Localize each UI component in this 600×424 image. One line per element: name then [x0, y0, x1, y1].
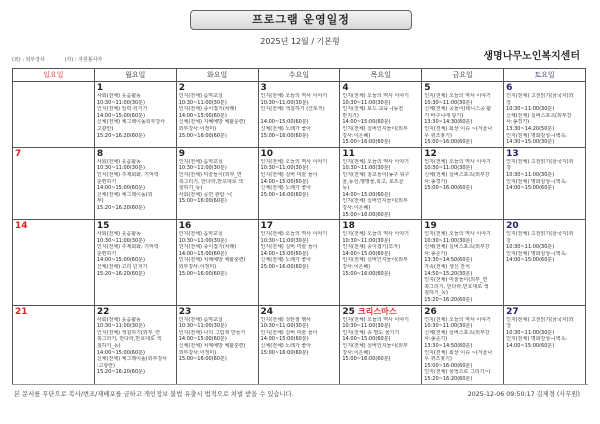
program-line: 14:00~15:00(60분): [178, 336, 227, 343]
program-line: 14:00~15:00(60분): [342, 336, 391, 343]
program-line: 부): [96, 198, 104, 205]
day-number: 18: [342, 221, 355, 232]
program-line: 신체(전체) 고리 던지기: [96, 264, 148, 271]
program-line: 신체(전체) 체그레이돌(외: [96, 191, 153, 198]
calendar-week-row: [13, 305, 586, 384]
calendar-day-cell: [13, 305, 95, 384]
calendar-day-cell: [94, 305, 176, 384]
program-line: 14:30~15:00(30분): [506, 139, 555, 146]
program-line: 인지(전체) 회상 이슈 ~(겨울나: [424, 349, 493, 356]
program-line: 인지(전체) 미술놀이(외부_연: [178, 171, 242, 178]
program-line: 무 퀴즈찾기): [424, 356, 452, 363]
day-number: 24: [260, 306, 274, 317]
program-line: 인지(전체) 실버인지놀이(외부: [342, 198, 408, 205]
calendar-day-cell: [422, 147, 504, 219]
program-line: 15:00~16:00(60분): [342, 139, 391, 146]
program-line: 15:00~16:00(60분): [178, 270, 227, 277]
program-line: 15:00~16:00(60분): [178, 356, 227, 363]
program-line: 인지(전체) 오늘의 역사 이야기: [342, 93, 410, 99]
program-line: 14:00~15:00(60분): [342, 250, 391, 257]
program-line: 인지(전체) 오늘의 역사 이야기: [260, 158, 328, 165]
program-line: 신체(전체) 노래가 좋아: [260, 185, 312, 192]
day-number: 21: [15, 306, 28, 317]
program-line: 10:30~11:00(30분): [424, 165, 473, 172]
program-line: 인지(전체) 미술놀이(외부_연: [424, 277, 488, 284]
program-line: 인지(전체) 음악교실: [178, 93, 223, 99]
calendar-day-cell: [176, 220, 258, 306]
program-line: 외부강사:이정미): [178, 349, 217, 356]
page-title: 프로그램 운영일정: [190, 10, 412, 30]
program-line: 14:50~15:20(30분): [424, 270, 473, 277]
program-line: 인지(전체) 명화감상--(벽옥:: [506, 336, 568, 343]
program-line: 인지(전체) 음악교실: [178, 158, 223, 165]
program-line: 신체(전체) 치매예방 체활훈련(: [178, 343, 246, 349]
program-line: 13:30~14:50(60분): [424, 257, 473, 264]
program-line: 인지(전체) 보드 교육 -(동전: [342, 106, 404, 113]
program-line: 인지(전체) 오늘의 역사 이야기: [260, 93, 328, 99]
day-number: 12: [424, 148, 437, 159]
program-line: 14:00~15:00(60분): [260, 336, 309, 343]
day-number: 19: [424, 221, 437, 232]
program-line: 가족(전체) 생신 잔치: [424, 264, 470, 271]
program-line: 칠하기_등): [424, 290, 448, 297]
day-number: 8: [96, 148, 104, 159]
program-line: 신체(전체) 노래가 좋아: [260, 125, 312, 132]
program-line: 인지(전체) 오늘의 역사 이야기: [424, 316, 491, 323]
program-line: 인지(전체) 명화감상--(벽옥:: [506, 132, 568, 139]
program-line: 10:30~11:00(30분): [178, 323, 227, 330]
program-line: 15:00~16:00(60분): [260, 191, 309, 198]
program-line: 울,동선,행명물,복고, 로프골: [342, 178, 404, 185]
program-line: 15:00~16:00(60분): [342, 270, 391, 277]
calendar-day-cell: [13, 220, 95, 306]
program-line: 10:30~11:00(30분): [506, 244, 555, 251]
weekday-header-row: [13, 69, 586, 82]
program-line: 훈련하기: [96, 250, 117, 257]
program-line: 10:30~11:00(30분): [260, 237, 309, 244]
program-line: 인지(전체) 색칠하기(외부_연: [96, 329, 160, 336]
program-line: 10:30~11:00(30분): [260, 323, 309, 330]
program-line: 외부강사:이정미): [178, 264, 217, 271]
program-line: 인지(전체) 실버 미술 놀이: [260, 329, 318, 336]
calendar-day-cell: [504, 305, 586, 384]
program-line: 등): [342, 185, 350, 192]
program-line: 14:00~15:00(60분): [342, 119, 391, 126]
program-line: 인지(전체) 치매예방 체활훈련(: [178, 257, 246, 264]
day-number: 22: [96, 306, 110, 317]
program-line: 인지(전체) 명화감상--(벽옥:: [506, 250, 568, 257]
program-line: 14:00~15:00(60분): [260, 119, 309, 126]
program-line: 인지(전체) 색칠하기 (산토끼): [260, 106, 325, 113]
program-line: 강사:이은혜): [342, 204, 371, 211]
day-number: 9: [178, 148, 185, 159]
program-line: 신체(전체) 노래가 좋아: [260, 343, 312, 349]
program-line: 15:00~16:00(60분): [424, 362, 473, 369]
program-line: 14:00~15:00(60분): [506, 185, 555, 192]
legend-volunteer: (자) : 자원봉사자: [64, 57, 103, 63]
program-line: 14:00~15:00(60분): [96, 349, 145, 356]
program-line: 10:30~11:00(30분): [342, 237, 391, 244]
day-number: 13: [506, 148, 519, 159]
day-number: 16: [178, 221, 192, 232]
program-line: 인지(전체) 실버 미술 놀이: [260, 171, 318, 178]
calendar-week-row: [13, 220, 586, 306]
program-line: 10:30~11:00(30분): [424, 323, 473, 330]
program-line: 10:30~11:00(30분): [424, 99, 473, 106]
weekday-header: 일요일: [13, 69, 95, 82]
day-number: 20: [506, 221, 519, 232]
program-line: 인지(전체) 성탄절 행사: [260, 316, 312, 323]
day-number: 2: [178, 83, 185, 93]
program-line: 10:30~11:00(30분): [506, 171, 555, 178]
day-number: 11: [342, 148, 355, 159]
program-line: 칠하기_등): [96, 343, 121, 349]
program-line: 인지(전체) 실버인지놀이(외부: [342, 257, 408, 264]
program-line: 인지(전체) 주제회화, 기억력: [96, 171, 159, 178]
program-line: 15:20~16:20(60분): [96, 270, 145, 277]
legend: [12, 56, 120, 63]
program-line: 인지(전체) 오늘의 역사 이야기: [342, 231, 410, 238]
weekday-header: 수요일: [258, 69, 340, 82]
program-line: 13:30~14:30(60분): [424, 119, 473, 126]
program-line: 사회(전체) 웃음활동: [96, 93, 141, 99]
calendar-day-cell: [258, 82, 340, 148]
program-line: 사:송경기): [506, 119, 530, 126]
program-line: 14:00~15:00(60분): [506, 343, 555, 349]
program-line: 인지(전체) 종이접기(차례): [178, 244, 237, 251]
program-line: 15:00~16:00(60분): [342, 356, 391, 363]
program-line: 15:00~16:00(60분): [260, 132, 309, 139]
weekday-header: 금요일: [422, 69, 504, 82]
program-line: 10:30~11:00(30분): [96, 237, 145, 244]
day-number: 15: [96, 221, 110, 232]
program-line: 인지(전체) 고전읽기(삼국지)외: [506, 231, 574, 238]
program-line: 강사:이은혜): [342, 349, 371, 356]
program-line: 14:00~15:00(60분): [342, 191, 391, 198]
program-line: 인지(전체) 일력 뒤기기: [96, 106, 148, 113]
program-line: 사회(전체) 웃음활동: [96, 231, 141, 238]
program-line: 인지(전체) 고전읽기(삼국지)외: [506, 158, 574, 165]
program-line: 10:30~11:00(30분): [178, 237, 227, 244]
calendar-day-cell: [422, 82, 504, 148]
weekday-header: 월요일: [94, 69, 176, 82]
program-line: 쪽그리기, 만다라,반호대로 색: [424, 283, 489, 290]
program-line: 10:30~11:00(30분): [506, 329, 555, 336]
calendar-day-cell: [94, 82, 176, 148]
program-line: 14:00~15:00(60분): [260, 250, 309, 257]
footer-notice: 본 문서를 무단으로 복사/변조/재배포를 금하고 개인정보 불법 유출시 법적으로 처벌 받을 수 있습니다.: [14, 391, 294, 398]
program-line: 강: [506, 323, 511, 330]
program-line: 외부강사:이정미): [178, 125, 217, 132]
holiday-label: 크리스마스: [357, 306, 397, 316]
program-line: 칠하기_등): [178, 185, 203, 192]
program-line: 인지(전체) 음악교실: [178, 231, 223, 238]
day-number: 10: [260, 148, 274, 159]
program-line: 인지(전체) 종 발도 물기기: [342, 329, 400, 336]
program-line: 신체(전체) 지혜예방 체활운련(: [178, 119, 246, 126]
footer-timestamp: 2025-12-06 09:50:17 김제경 (사무원): [467, 391, 580, 398]
program-line: 기 바구니에 넣기): [424, 112, 464, 119]
program-line: 10:30~11:00(30분): [342, 165, 391, 172]
program-line: 신체(전체) 실버스포츠(외부강: [424, 171, 490, 178]
program-line: 15:00~16:00(60분): [178, 132, 227, 139]
program-line: 15:20~16:20(60분): [424, 375, 473, 382]
program-line: 인지(전체) 회상 이슈 ~(겨울나: [424, 125, 493, 132]
program-line: 강: [506, 99, 511, 106]
program-line: 훈련하기: [96, 178, 117, 185]
program-line: 고광란): [96, 125, 114, 132]
calendar-table: [12, 68, 586, 385]
program-line: 쪽그리기, 만다라,반호대로 색: [96, 336, 162, 343]
day-number: 17: [260, 221, 274, 232]
calendar-day-cell: [422, 305, 504, 384]
program-line: 사:송경기): [424, 178, 448, 185]
program-line: 인지(전체) 명화감상--(벽옥:: [506, 178, 568, 185]
program-line: 사회(전체) 공연 관람 ~(: [178, 191, 233, 198]
program-line: 인지(전체) 오늘의 역사 이야기: [424, 158, 491, 165]
program-line: 인지(전체) 음악교실: [178, 316, 223, 323]
program-line: 강사:이은혜): [342, 132, 371, 139]
calendar-day-cell: [340, 82, 422, 148]
day-number: 26: [424, 306, 437, 317]
program-line: 인지(전체) 종이접기(차례): [178, 106, 237, 113]
program-line: 15:20~16:20(60분): [424, 297, 473, 304]
program-line: 10:30~11:00(30분): [260, 165, 309, 172]
program-line: 사:송준기): [424, 336, 448, 343]
calendar-day-cell: [504, 220, 586, 306]
program-line: 15:00~16:00(60분): [342, 211, 391, 218]
program-line: 14:00~15:00(60분): [96, 257, 145, 264]
day-number: 7: [15, 148, 22, 159]
program-line: 강: [506, 237, 511, 244]
calendar-day-cell: [94, 147, 176, 219]
program-line: 강: [506, 165, 511, 172]
calendar-day-cell: [504, 147, 586, 219]
weekday-header: 목요일: [340, 69, 422, 82]
program-line: 인지(전체) 주제회화, 기억력: [96, 244, 159, 251]
program-line: 인지(전체) 고전읽기(삼국지)외: [506, 93, 574, 99]
day-number: 6: [506, 83, 513, 93]
program-line: 강사:이은혜): [342, 264, 371, 271]
program-line: 14:00~15:00(60분): [96, 112, 145, 119]
program-line: 인지(전체) 나의 그림책 만들기: [178, 329, 246, 336]
program-line: 인지(전체) 오늘의 역사 이야기: [342, 316, 410, 323]
organization-name: 생명나무노인복지센터: [483, 51, 580, 62]
legend-external: (외) : 외부강사: [12, 57, 45, 63]
program-line: 15:00~16:00(60분): [424, 185, 473, 192]
calendar-day-cell: [258, 147, 340, 219]
calendar-day-cell: [422, 220, 504, 306]
calendar-day-cell: [340, 305, 422, 384]
program-line: 사회(전체) 웃음활동: [96, 316, 141, 323]
program-line: 14:00~15:00(60분): [178, 112, 227, 119]
program-line: 15:20~16:20(60분): [96, 369, 145, 376]
program-line: 인지(전체) 오늘의 역사 이야기: [424, 231, 491, 238]
program-line: 15:00~16:00(60분): [260, 349, 309, 356]
program-line: 10:30~11:00(30분): [342, 323, 391, 330]
program-line: 10:30~11:00(30분): [96, 165, 145, 172]
program-line: :고광란): [96, 362, 115, 369]
day-number: 14: [15, 221, 28, 232]
program-line: 무 퀴즈찾기): [424, 132, 452, 139]
program-line: 인지(전체) 실버 미술 놀이: [260, 244, 318, 251]
program-line: 인지(전체) 칠교놀이(농구 워구: [342, 171, 410, 178]
day-number-value: 25: [342, 306, 355, 317]
calendar-day-cell: [340, 147, 422, 219]
day-number: 4: [342, 83, 349, 93]
program-line: 신체(전체) 체그레이돌외부강사: [96, 119, 166, 126]
program-line: 인지(전체) 고전읽기(삼국지)외: [506, 316, 574, 323]
program-line: 14:00~15:00(60분): [506, 257, 555, 264]
program-line: 신체(전체) 노래가 좋아: [260, 257, 312, 264]
program-line: 10:30~11:00(30분): [178, 99, 227, 106]
calendar-day-cell: [258, 220, 340, 306]
page-subtitle: 2025년 12월 / 기본형: [260, 37, 340, 46]
program-line: 10:30~11:00(30분): [342, 99, 391, 106]
program-line: [261, 113, 338, 120]
calendar-day-cell: [176, 147, 258, 219]
day-number: 23: [178, 306, 192, 317]
program-line: 인지(전체) 오늘의 역사 이야기: [342, 158, 410, 165]
calendar-day-cell: [13, 147, 95, 219]
calendar-day-cell: [176, 82, 258, 148]
program-line: 인지(전체) 오늘의 역사 이야기: [424, 93, 491, 99]
program-line: 쪽그리기, 만다라,반호대로 색: [178, 178, 244, 185]
program-line: 사:송준기): [424, 250, 448, 257]
calendar-day-cell: [176, 305, 258, 384]
program-line: 10:30~11:00(30분): [424, 237, 473, 244]
program-line: 사회(전체) 웃음활동: [96, 158, 141, 165]
program-line: 14:00~15:00(60분): [260, 178, 309, 185]
program-line: 인지(전체) 실버인지놀이(외부: [342, 343, 408, 349]
day-number: [342, 307, 419, 317]
program-line: 14:00~15:00(60분): [96, 185, 145, 192]
day-number: 27: [506, 306, 519, 317]
program-line: 인지(전체) 꿈엉으로 그리기~(: [424, 369, 491, 376]
calendar-day-cell: [504, 82, 586, 148]
calendar-week-row: [13, 147, 586, 219]
calendar-week-row: [13, 82, 586, 148]
weekday-header: 토요일: [504, 69, 586, 82]
program-line: 15:00~16:00(60분): [260, 264, 309, 271]
program-line: 15:00~16:00(60분): [424, 139, 473, 146]
program-line: 10:30~11:00(30분): [96, 323, 145, 330]
program-line: 10:30~11:00(30분): [96, 99, 145, 106]
program-line: 15:20~16:20(60분): [96, 204, 145, 211]
program-line: 인지(전체) 종이접기(모자): [342, 244, 401, 251]
program-line: 인지(전체) 오늘의 역사 이야기: [260, 231, 328, 238]
calendar-day-cell: [340, 220, 422, 306]
calendar-day-cell: [258, 305, 340, 384]
day-number: 5: [424, 83, 431, 93]
calendar-day-cell: [13, 82, 95, 148]
program-line: 10:30~11:00(30분): [178, 165, 227, 172]
program-line: 13:30~14:50(60분): [424, 343, 473, 349]
program-line: 14:00~15:00(60분): [178, 250, 227, 257]
program-line: 신체(전체) 실버스포츠(외부강: [506, 112, 572, 119]
day-number: 1: [96, 83, 104, 93]
program-line: 10:30~11:00(30분): [260, 99, 309, 106]
footer-divider: [12, 384, 588, 385]
day-number: 3: [260, 83, 267, 93]
program-line: 신체(전체) 실버스포츠(외부강: [424, 244, 490, 251]
program-line: 신체(전체) 공놀이(테니스공 활: [424, 106, 492, 113]
program-line: 만지기): [342, 112, 359, 119]
weekday-header: 화요일: [176, 69, 258, 82]
program-line: 신체(전체) 실버스포츠(외부강: [424, 329, 490, 336]
program-line: 15:00~16:00(60분): [178, 198, 227, 205]
calendar-day-cell: [94, 220, 176, 306]
program-line: 신체(전체) 체그레이돌(외부강사: [96, 356, 168, 363]
program-line: 10:30~11:00(30분): [506, 106, 555, 113]
program-line: 인지(전체) 실버인지놀이(외부: [342, 125, 408, 132]
program-line: 15:20~16:20(60분): [96, 132, 145, 139]
program-line: 13:30~14:20(50분): [506, 125, 555, 132]
